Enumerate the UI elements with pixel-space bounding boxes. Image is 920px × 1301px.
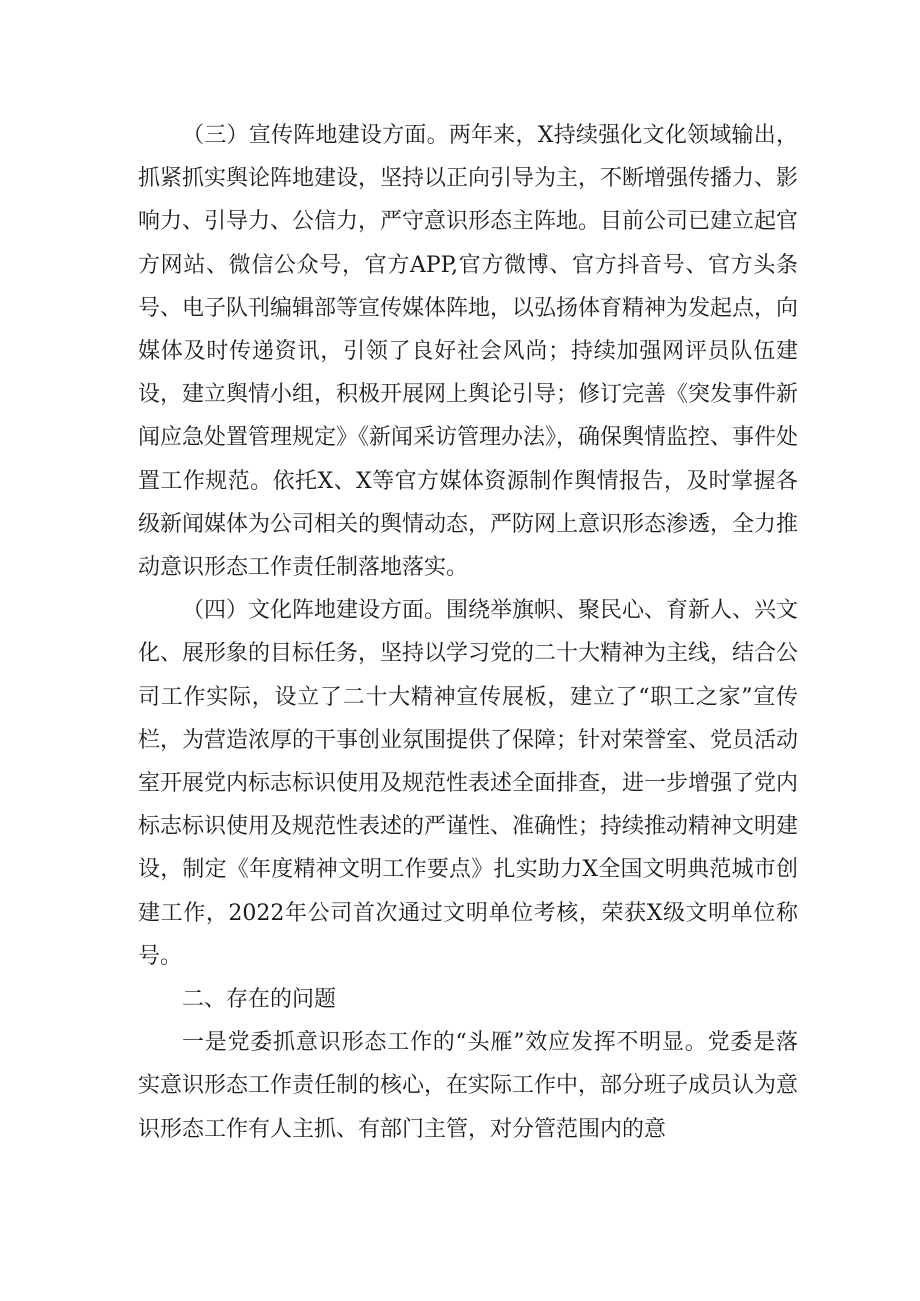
section-heading-problems: 二、存在的问题 bbox=[182, 987, 337, 1013]
paragraph-publicity-front: （三）宣传阵地建设方面。两年来，X持续强化文化领域输出，抓紧抓实舆论阵地建设，坚持以正向引导为主，不断增强传播力、影响力、引导力、公信力，严守意识形态主阵地。目前公司已建立起官方网站、微信公众号，官方APP,官方微博、官方抖音号、官方头条号、电子队刊编辑部等宣传媒体阵地，以弘扬体育精神为发起点，向媒体及时传递资讯，引领了良好社会风尚；持续加强网评员队伍建设，建立舆情小组，积极开展网上舆论引导；修订完善《突发事件新闻应急处置管理规定》《新闻采访管理办法》，确保舆情监控、事件处置工作规范。依托X、X等官方媒体资源制作舆情报告，及时掌握各级新闻媒体为公司相关的舆情动态，严防网上意识形态渗透，全力推动意识形态工作责任制落地落实。 bbox=[138, 123, 799, 581]
paragraph-issue-one: 一是党委抓意识形态工作的“头雁”效应发挥不明显。党委是落实意识形态工作责任制的核心，在实际工作中，部分班子成员认为意识形态工作有人主抓、有部门主管，对分管范围内的意 bbox=[138, 1030, 799, 1142]
paragraph-culture-front: （四）文化阵地建设方面。围绕举旗帜、聚民心、育新人、兴文化、展形象的目标任务，坚持以学习党的二十大精神为主线，结合公司工作实际，设立了二十大精神宣传展板，建立了“职工之家”宣传栏，为营造浓厚的干事创业氛围提供了保障；针对荣誉室、党员活动室开展党内标志标识使用及规范性表述全面排查，进一步增强了党内标志标识使用及规范性表述的严谨性、准确性；持续推动精神文明建设，制定《年度精神文明工作要点》扎实助力X全国文明典范城市创建工作，2022年公司首次通过文明单位考核，荣获X级文明单位称号。 bbox=[138, 598, 799, 969]
document-body bbox=[138, 114, 798, 1151]
